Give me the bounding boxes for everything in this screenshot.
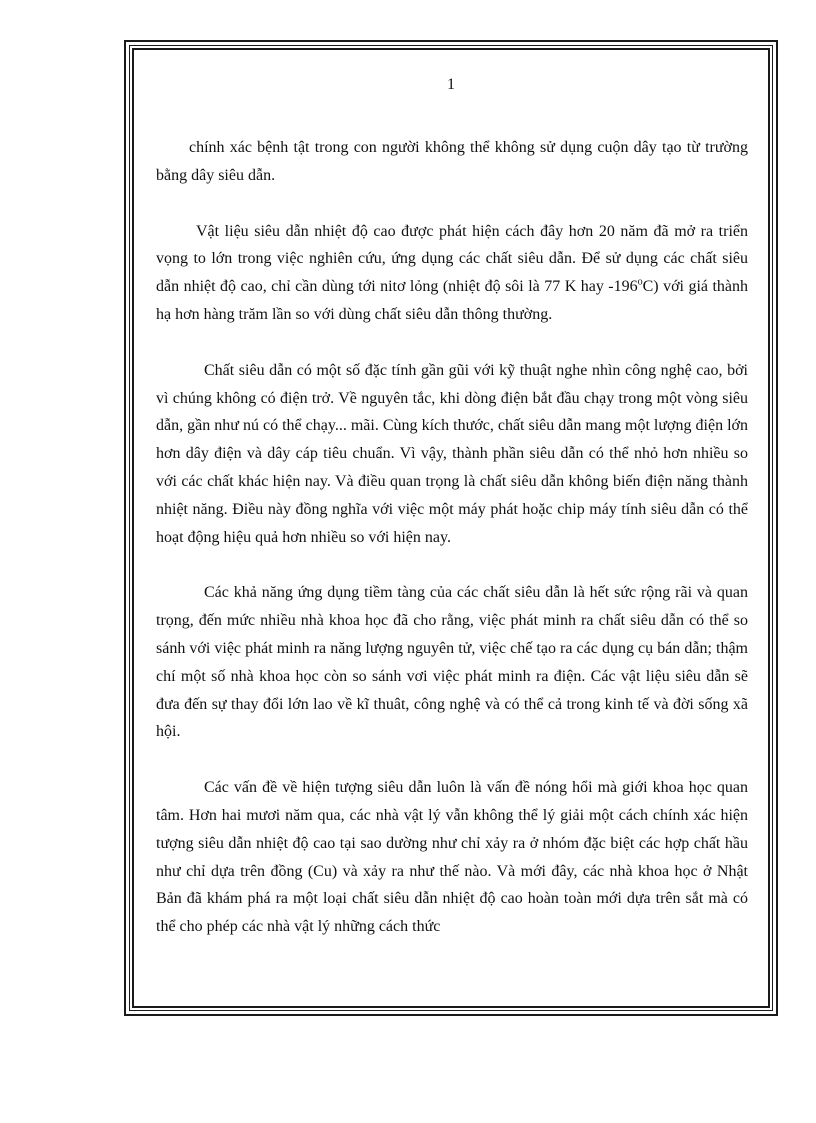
page-border-frame bbox=[124, 40, 778, 1016]
paragraph-2-text: Vật liệu siêu dẫn nhiệt độ cao được phát hiện cách đây hơn 20 năm đã mở ra triển vọng to lớn trong việc nghiên cứu, ứng dụng các chất siêu dẫn. Để sử dụng các chất siêu dẫn nhiệt độ cao, chỉ cần dùng tới nitơ lỏng (nhiệt độ sôi là 77 K hay -196 bbox=[156, 222, 748, 296]
document-body bbox=[156, 134, 748, 941]
page-border-core bbox=[132, 48, 770, 1008]
degree-superscript: o bbox=[637, 276, 643, 288]
paragraph-2-tail: C) với giá thành hạ hơn hàng trăm lần so với dùng chất siêu dẫn thông thường. bbox=[156, 278, 749, 323]
paragraph-2 bbox=[156, 218, 748, 329]
page-number: 1 bbox=[447, 76, 455, 93]
paragraph-4: Các khả năng ứng dụng tiềm tàng của các chất siêu dẫn là hết sức rộng rãi và quan trọng, đến mức nhiều nhà khoa học đã cho rằng, việc phát minh ra chất siêu dẫn có thể so sánh với việc phát minh ra năng lượng nguyên tử, việc chế tạo ra các dụng cụ bán dẫn; thậm chí một số nhà khoa học còn so sánh vơi việc phát minh ra điện. Các vật liệu siêu dẫn sẽ đưa đến sự thay đổi lớn lao về kĩ thuât, công nghệ và có thể cả trong kinh tế và đời sống xã hội. bbox=[156, 584, 748, 741]
page-border-inner bbox=[129, 45, 773, 1011]
paragraph-5: Các vấn đề về hiện tượng siêu dẫn luôn là vấn đề nóng hổi mà giới khoa học quan tâm. Hơn hai mươi năm qua, các nhà vật lý vẫn không thể lý giải một cách chính xác hiện tượng siêu dẫn nhiệt độ cao tại sao dường như chỉ xảy ra ở nhóm đặc biệt các hợp chất hầu như chỉ dựa trên đồng (Cu) và xảy ra như thế nào. Và mới đây, các nhà khoa học ở Nhật Bản đã khám phá ra một loại chất siêu dẫn nhiệt độ cao hoàn toàn mới dựa trên sắt mà có thể cho phép các nhà vật lý những cách thức bbox=[156, 779, 748, 936]
paragraph-3: Chất siêu dẫn có một số đặc tính gần gũi với kỹ thuật nghe nhìn công nghệ cao, bởi vì chúng không có điện trở. Về nguyên tắc, khi dòng điện bắt đầu chạy trong một vòng siêu dẫn, gần như nú có thể chạy... mãi. Cùng kích thước, chất siêu dẫn mang một lượng điện lớn hơn dây điện và dây cáp tiêu chuẩn. Vì vậy, thành phần siêu dẫn có thể nhỏ hơn nhiều so với các chất khác hiện nay. Và điều quan trọng là chất siêu dẫn không biến điện năng thành nhiệt năng. Điều này đồng nghĩa với việc một máy phát hoặc chip máy tính siêu dẫn có thể hoạt động hiệu quả hơn nhiều so với hiện nay. bbox=[156, 361, 748, 546]
paragraph-1: chính xác bệnh tật trong con người không thể không sử dụng cuộn dây tạo từ trường bằng dây siêu dẫn. bbox=[156, 139, 748, 184]
